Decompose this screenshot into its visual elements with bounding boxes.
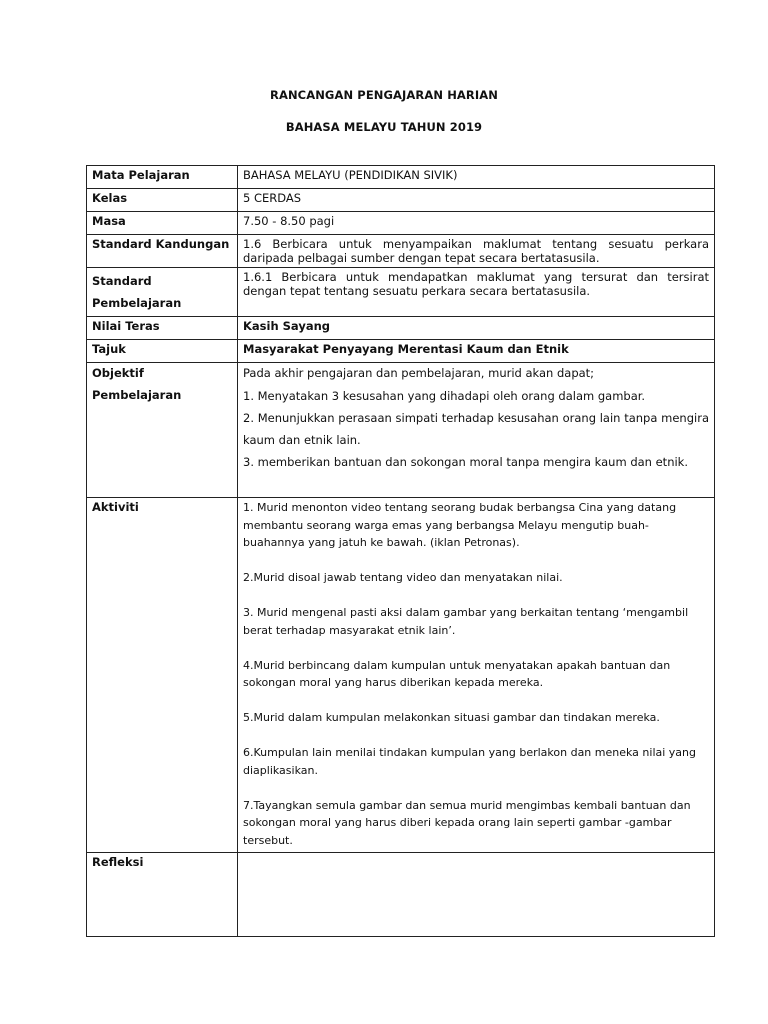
- label-standard: Standard: [92, 274, 152, 288]
- activity-item: 2.Murid disoal jawab tentang video dan menyatakan nilai.: [243, 571, 563, 584]
- label-standard-pembelajaran: [87, 268, 238, 317]
- value-nilai-teras: Kasih Sayang: [238, 317, 715, 340]
- label-refleksi: Refleksi: [87, 853, 238, 937]
- row-nilai-teras: [87, 317, 715, 340]
- value-refleksi: [238, 853, 715, 937]
- activity-item: 6.Kumpulan lain menilai tindakan kumpulan yang berlakon dan meneka nilai yang diaplikasikan.: [243, 746, 696, 777]
- value-standard-kandungan: 1.6 Berbicara untuk menyampaikan maklumat tentang sesuatu perkara daripada pelbagai sumber dengan tepat secara bertatasusila.: [238, 235, 715, 268]
- row-standard-kandungan: [87, 235, 715, 268]
- value-kelas: 5 CERDAS: [238, 189, 715, 212]
- row-tajuk: [87, 340, 715, 363]
- row-kelas: [87, 189, 715, 212]
- label-objektif: [87, 363, 238, 498]
- label-nilai-teras: Nilai Teras: [87, 317, 238, 340]
- objektif-intro: Pada akhir pengajaran dan pembelajaran, murid akan dapat;: [243, 366, 595, 380]
- value-objektif: [238, 363, 715, 498]
- row-objektif: [87, 363, 715, 498]
- row-aktiviti: [87, 498, 715, 853]
- value-standard-pembelajaran: 1.6.1 Berbicara untuk mendapatkan maklumat yang tersurat dan tersirat dengan tepat tentang sesuatu perkara secara bertatasusila.: [238, 268, 715, 317]
- activity-item: 5.Murid dalam kumpulan melakonkan situasi gambar dan tindakan mereka.: [243, 711, 660, 724]
- label-standard-kandungan: Standard Kandungan: [87, 235, 238, 268]
- objektif-item: 1. Menyatakan 3 kesusahan yang dihadapi oleh orang dalam gambar.: [243, 389, 646, 403]
- activity-item: 1. Murid menonton video tentang seorang budak berbangsa Cina yang datang membantu seorang warga emas yang berbangsa Melayu mengutip buah-buahannya yang jatuh ke bawah. (iklan Petronas).: [243, 501, 677, 549]
- label-masa: Masa: [87, 212, 238, 235]
- label-objektif-1: Objektif: [92, 366, 144, 380]
- activity-item: 7.Tayangkan semula gambar dan semua murid mengimbas kembali bantuan dan sokongan moral yang harus diberi kepada orang lain seperti gambar -gambar tersebut.: [243, 798, 691, 847]
- value-tajuk: Masyarakat Penyayang Merentasi Kaum dan Etnik: [238, 340, 715, 363]
- row-refleksi: [87, 853, 715, 937]
- label-mata-pelajaran: Mata Pelajaran: [87, 166, 238, 189]
- row-mata-pelajaran: [87, 166, 715, 189]
- value-aktiviti: [238, 498, 715, 853]
- label-objektif-2: Pembelajaran: [92, 388, 182, 402]
- value-mata-pelajaran: BAHASA MELAYU (PENDIDIKAN SIVIK): [238, 166, 715, 189]
- label-kelas: Kelas: [87, 189, 238, 212]
- label-pembelajaran: Pembelajaran: [92, 296, 182, 310]
- activity-item: 4.Murid berbincang dalam kumpulan untuk menyatakan apakah bantuan dan sokongan moral yang harus diberikan kepada mereka.: [243, 658, 671, 689]
- row-masa: [87, 212, 715, 235]
- row-standard-pembelajaran: [87, 268, 715, 317]
- objektif-item: 2. Menunjukkan perasaan simpati terhadap kesusahan orang lain tanpa mengira kaum dan etnik lain.: [243, 411, 709, 447]
- label-tajuk: Tajuk: [87, 340, 238, 363]
- activity-item: 3. Murid mengenal pasti aksi dalam gambar yang berkaitan tentang ‘mengambil berat terhadap masyarakat etnik lain’.: [243, 606, 689, 637]
- document-title: RANCANGAN PENGAJARAN HARIAN: [269, 88, 498, 102]
- value-masa: 7.50 - 8.50 pagi: [238, 212, 715, 235]
- lesson-plan-table: [86, 165, 715, 937]
- objektif-item: 3. memberikan bantuan dan sokongan moral tanpa mengira kaum dan etnik.: [243, 455, 688, 469]
- label-aktiviti: Aktiviti: [87, 498, 238, 853]
- document-subtitle: BAHASA MELAYU TAHUN 2019: [285, 120, 483, 134]
